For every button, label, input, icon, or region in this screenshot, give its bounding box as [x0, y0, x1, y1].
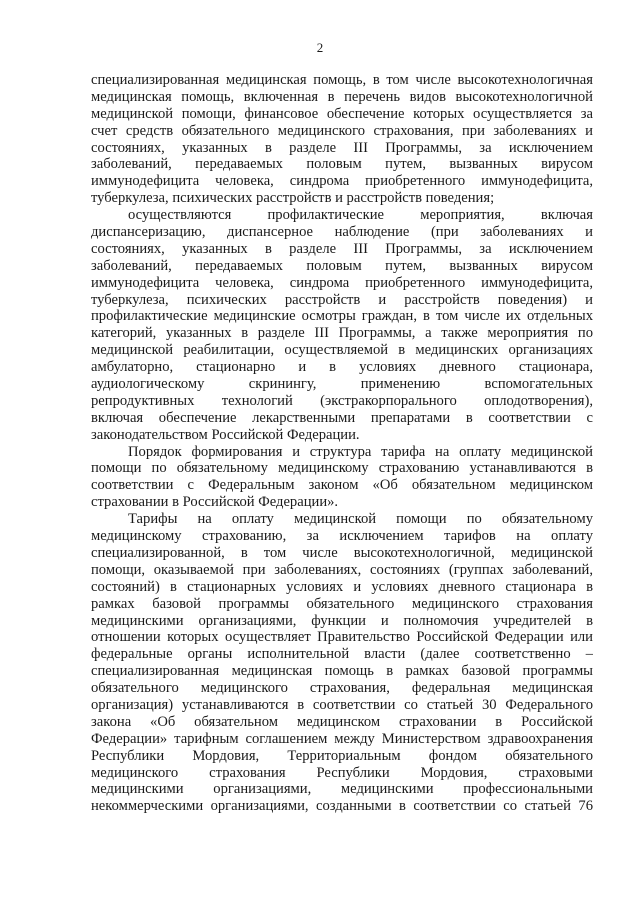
text-line: медицинскими организациями, функции и полномочия учредителей в: [91, 612, 593, 629]
text-line: амбулаторно, стационарно и в условиях дневного стационара,: [91, 359, 593, 376]
text-line: аудиологическому скринингу, применению вспомогательных: [91, 376, 593, 393]
text-line: Республики Мордовия, Территориальным фондом обязательного: [91, 747, 593, 764]
text-line: медицинской реабилитации, осуществляемой в медицинских организациях: [91, 342, 593, 359]
text-line: включая обеспечение лекарственными препаратами в соответствии с: [91, 409, 593, 426]
text-line: туберкулеза, психических расстройств и расстройств поведения;: [91, 190, 495, 207]
text-line: законодательством Российской Федерации.: [91, 426, 360, 443]
text-line: диспансеризацию, диспансерное наблюдение (при заболеваниях и: [91, 224, 593, 241]
text-line: счет средств обязательного медицинского страхования, при заболеваниях и: [91, 122, 593, 139]
text-line: федеральные органы исполнительной власти (далее соответственно –: [91, 646, 593, 663]
paragraph: [91, 511, 593, 815]
paragraph: [91, 72, 593, 207]
text-line: состояниях, указанных в разделе III Программы, за исключением: [91, 139, 593, 156]
text-line: иммунодефицита человека, синдрома приобретенного иммунодефицита,: [91, 274, 593, 291]
text-line: специализированная медицинская помощь в рамках базовой программы: [91, 663, 593, 680]
document-body: [91, 72, 593, 815]
text-line: Порядок формирования и структура тарифа на оплату медицинской: [128, 443, 593, 460]
page-number: 2: [316, 40, 324, 55]
text-line: медицинскими организациями, медицинскими профессиональными: [91, 781, 593, 798]
text-line: некоммерческими организациями, созданными в соответствии со статьей 76: [91, 798, 593, 815]
text-line: иммунодефицита человека, синдрома приобретенного иммунодефицита,: [91, 173, 593, 190]
text-line: состояний) в стационарных условиях и условиях дневного стационара в: [91, 578, 593, 595]
text-line: профилактические медицинские осмотры граждан, в том числе их отдельных: [91, 308, 593, 325]
text-line: специализированная медицинская помощь, в том числе высокотехнологичная: [91, 72, 593, 88]
text-line: специализированной, в том числе высокотехнологичной, медицинской: [91, 544, 593, 561]
text-line: отношении которых осуществляет Правительство Российской Федерации или: [91, 629, 593, 646]
text-line: соответствии с Федеральным законом «Об обязательном медицинском: [91, 477, 593, 494]
text-line: туберкулеза, психических расстройств и расстройств поведения) и: [91, 291, 593, 308]
text-line: организация) устанавливаются в соответствии со статьей 30 Федерального: [91, 696, 593, 713]
text-line: заболеваний, передаваемых половым путем, вызванных вирусом: [91, 156, 593, 173]
text-line: медицинского страхования Республики Мордовия, страховыми: [91, 764, 593, 781]
text-line: Федерации» тарифным соглашением между Министерством здравоохранения: [91, 730, 593, 747]
text-line: Тарифы на оплату медицинской помощи по обязательному: [128, 511, 593, 528]
text-line: медицинской помощи, финансовое обеспечение которых осуществляется за: [91, 105, 593, 122]
text-line: закона «Об обязательном медицинском страховании в Российской: [91, 713, 593, 730]
text-line: категорий, указанных в разделе III Программы, а также мероприятия по: [91, 325, 593, 342]
text-line: медицинскому страхованию, за исключением тарифов на оплату: [91, 528, 593, 545]
text-line: рамках базовой программы обязательного медицинского страхования: [91, 595, 593, 612]
text-line: репродуктивных технологий (экстракорпорального оплодотворения),: [91, 392, 593, 409]
text-line: состояниях, указанных в разделе III Программы, за исключением: [91, 240, 593, 257]
text-line: помощи, оказываемой при заболеваниях, состояниях (группах заболеваний,: [91, 561, 593, 578]
text-line: заболеваний, передаваемых половым путем, вызванных вирусом: [91, 257, 593, 274]
paragraph: [91, 444, 593, 512]
text-line: помощи по обязательному медицинскому страхованию устанавливаются в: [91, 460, 593, 477]
text-line: медицинская помощь, включенная в перечень видов высокотехнологичной: [91, 88, 593, 105]
text-line: обязательного медицинского страхования, федеральная медицинская: [91, 680, 593, 697]
text-line: страховании в Российской Федерации».: [91, 494, 339, 511]
text-line: осуществляются профилактические мероприятия, включая: [128, 207, 593, 224]
paragraph: [91, 207, 593, 443]
